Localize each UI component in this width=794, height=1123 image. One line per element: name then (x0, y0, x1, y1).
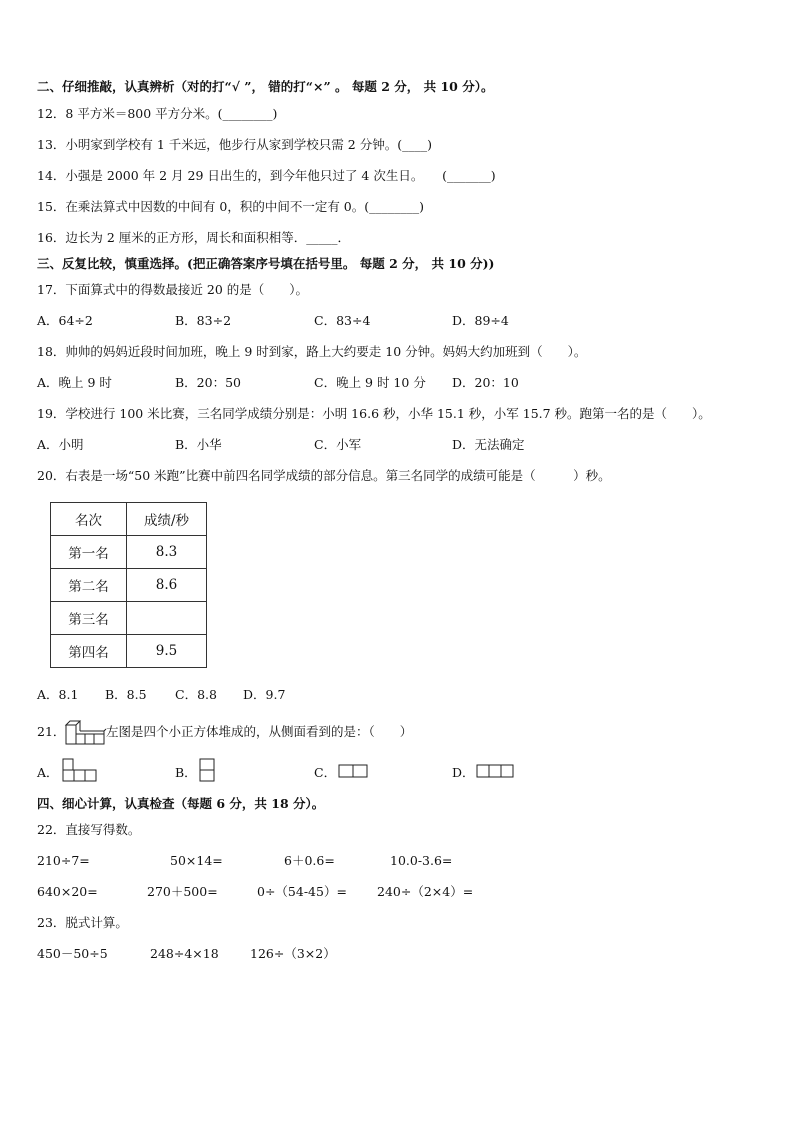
score-table (50, 502, 207, 668)
table-header-rank: 名次 (51, 503, 127, 536)
q17-option-c: C．83÷4 (314, 313, 371, 328)
table-cell-score: 8.3 (127, 536, 207, 569)
q21-option-c-figure (338, 764, 370, 780)
calc-item: 210÷7= (37, 853, 90, 868)
calc-item: 50×14= (170, 853, 223, 868)
q21-option-d: D． (452, 765, 475, 780)
question-15: 15．在乘法算式中因数的中间有 0，积的中间不一定有 0。(________) (37, 199, 425, 214)
table-cell-rank: 第四名 (51, 635, 127, 668)
table-cell-score: 9.5 (127, 635, 207, 668)
section-4-heading: 四、细心计算，认真检查（每题 6 分，共 18 分）。 (37, 796, 325, 811)
q21-option-a: A． (37, 765, 59, 780)
q19-option-a: A．小明 (37, 437, 84, 452)
question-21-stem: 左图是四个小正方体堆成的，从侧面看到的是：（ ） (106, 724, 413, 739)
question-16: 16．边长为 2 厘米的正方形，周长和面积相等．_____． (37, 230, 351, 245)
q20-option-c: C．8.8 (175, 687, 217, 702)
section-2-heading: 二、仔细推敲，认真辨析（对的打“√ ”， 错的打“×” 。 每题 2 分， 共 10 分）。 (37, 79, 494, 94)
section-3-heading: 三、反复比较，慎重选择。(把正确答案序号填在括号里。 每题 2 分， 共 10 分)) (37, 256, 495, 271)
cube-stack-figure (64, 717, 106, 745)
q17-option-a: A．64÷2 (37, 313, 93, 328)
q21-option-a-figure (62, 758, 98, 782)
question-19-stem: 19．学校进行 100 米比赛，三名同学成绩分别是：小明 16.6 秒，小华 15.1 秒，小军 15.7 秒。跑第一名的是（ ）。 (37, 406, 711, 421)
q17-option-b: B．83÷2 (175, 313, 232, 328)
question-20-stem: 20．右表是一场“50 米跑”比赛中前四名同学成绩的部分信息。第三名同学的成绩可能是（ ）秒。 (37, 468, 611, 483)
q17-option-d: D．89÷4 (452, 313, 509, 328)
table-cell-rank: 第二名 (51, 569, 127, 602)
question-14: 14．小强是 2000 年 2 月 29 日出生的，到今年他只过了 4 次生日。 (_______) (37, 168, 496, 183)
calc-item: 248÷4×18 (150, 946, 219, 961)
q18-option-d: D．20：10 (452, 375, 519, 390)
calc-item: 270＋500= (147, 884, 218, 899)
table-cell-score: 8.6 (127, 569, 207, 602)
q20-option-b: B．8.5 (105, 687, 147, 702)
question-22-stem: 22．直接写得数。 (37, 822, 141, 837)
q21-option-c: C． (314, 765, 337, 780)
calc-item: 640×20= (37, 884, 98, 899)
table-cell-rank: 第三名 (51, 602, 127, 635)
q20-option-d: D．9.7 (243, 687, 286, 702)
calc-item: 240÷（2×4）= (377, 884, 474, 899)
q19-option-b: B．小华 (175, 437, 222, 452)
table-row (51, 635, 207, 668)
question-23-stem: 23．脱式计算。 (37, 915, 128, 930)
calc-item: 10.0-3.6= (390, 853, 453, 868)
q18-option-a: A．晚上 9 时 (37, 375, 112, 390)
table-header-row (51, 503, 207, 536)
question-21-number: 21． (37, 724, 66, 739)
question-17-stem: 17．下面算式中的得数最接近 20 的是（ ）。 (37, 282, 309, 297)
q21-option-b-figure (199, 758, 217, 782)
q21-option-d-figure (476, 764, 518, 780)
table-row (51, 602, 207, 635)
table-cell-score (127, 602, 207, 635)
table-row (51, 569, 207, 602)
calc-item: 126÷（3×2） (250, 946, 336, 961)
q19-option-c: C．小军 (314, 437, 362, 452)
calc-item: 0÷（54-45）= (257, 884, 347, 899)
table-cell-rank: 第一名 (51, 536, 127, 569)
table-header-score: 成绩/秒 (127, 503, 207, 536)
calc-item: 450－50÷5 (37, 946, 108, 961)
table-row (51, 536, 207, 569)
question-12: 12．8 平方米＝800 平方分米。(________) (37, 106, 278, 121)
q18-option-b: B．20：50 (175, 375, 241, 390)
question-13: 13．小明家到学校有 1 千米远，他步行从家到学校只需 2 分钟。(____) (37, 137, 432, 152)
q18-option-c: C．晚上 9 时 10 分 (314, 375, 426, 390)
q21-option-b: B． (175, 765, 197, 780)
calc-item: 6＋0.6= (284, 853, 335, 868)
q20-option-a: A．8.1 (37, 687, 79, 702)
q19-option-d: D．无法确定 (452, 437, 525, 452)
question-18-stem: 18．帅帅的妈妈近段时间加班，晚上 9 时到家，路上大约要走 10 分钟。妈妈大约加班到（ ）。 (37, 344, 587, 359)
